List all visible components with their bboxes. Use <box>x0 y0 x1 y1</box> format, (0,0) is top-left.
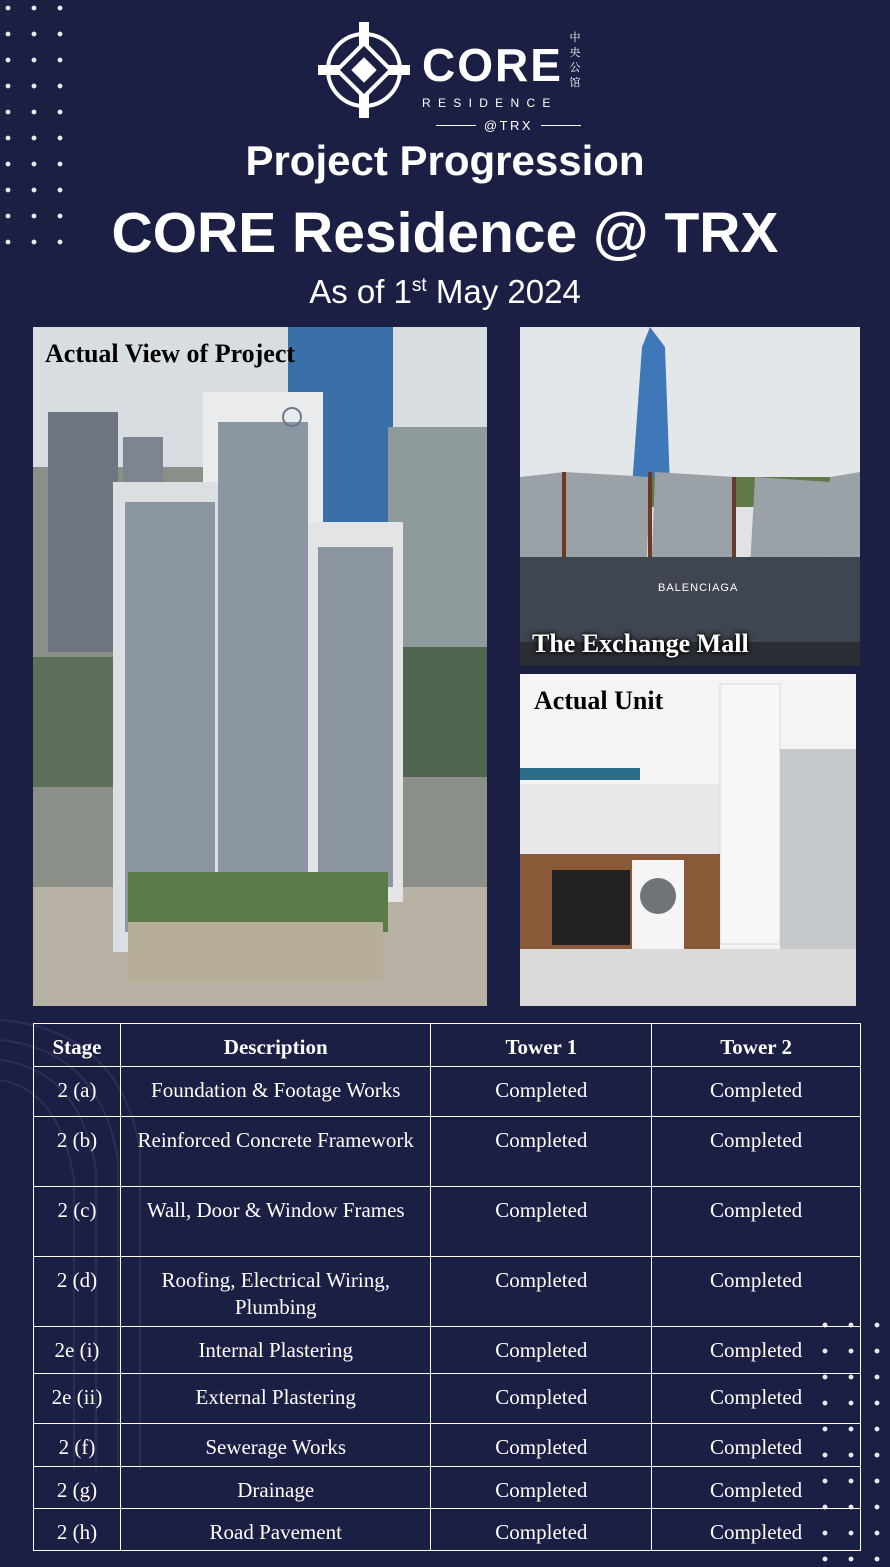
brand-logo <box>318 20 588 133</box>
logo-location <box>436 116 581 134</box>
stage-cell: 2e (ii) <box>34 1374 121 1424</box>
stage-cell: 2 (f) <box>34 1424 121 1467</box>
tower1-status-cell: Completed <box>431 1067 652 1117</box>
header-tower-1: Tower 1 <box>431 1024 652 1067</box>
tower1-status-cell: Completed <box>431 1509 652 1551</box>
tower2-status-cell: Completed <box>652 1187 861 1257</box>
table-row <box>34 1067 861 1117</box>
stage-cell: 2 (g) <box>34 1467 121 1509</box>
unit-photo-caption: Actual Unit <box>534 686 664 715</box>
tower2-status-cell: Completed <box>652 1257 861 1327</box>
table-row <box>34 1257 861 1327</box>
tower1-status-cell: Completed <box>431 1187 652 1257</box>
description-cell: Wall, Door & Window Frames <box>120 1187 431 1257</box>
as-of-date: As of 1st May 2024 <box>309 273 581 310</box>
table-row <box>34 1327 861 1374</box>
table-header-row <box>34 1024 861 1067</box>
tower1-status-cell: Completed <box>431 1424 652 1467</box>
progress-table <box>33 1023 861 1551</box>
mall-photo-illustration <box>520 327 860 666</box>
tower2-status-cell: Completed <box>652 1117 861 1187</box>
mall-store-sign: BALENCIAGA <box>658 582 739 594</box>
description-cell: External Plastering <box>120 1374 431 1424</box>
unit-photo-illustration <box>520 674 856 1006</box>
logo-chinese-text: 中央公馆 <box>569 31 581 89</box>
tower2-status-cell: Completed <box>652 1424 861 1467</box>
logo-brand-text: CORE <box>422 39 563 91</box>
tower1-status-cell: Completed <box>431 1374 652 1424</box>
table-row <box>34 1467 861 1509</box>
unit-photo <box>520 674 856 1006</box>
stage-cell: 2 (d) <box>34 1257 121 1327</box>
table-row <box>34 1424 861 1467</box>
header-stage: Stage <box>34 1024 121 1067</box>
stage-cell: 2 (h) <box>34 1509 121 1551</box>
core-logo-icon <box>318 20 410 120</box>
table-row <box>34 1187 861 1257</box>
description-cell: Road Pavement <box>120 1509 431 1551</box>
mall-photo-caption: The Exchange Mall <box>532 629 749 658</box>
project-photo-caption: Actual View of Project <box>45 339 296 368</box>
header-tower-2: Tower 2 <box>652 1024 861 1067</box>
stage-cell: 2 (c) <box>34 1187 121 1257</box>
description-cell: Foundation & Footage Works <box>120 1067 431 1117</box>
project-name: CORE Residence @ TRX <box>111 201 779 265</box>
description-cell: Drainage <box>120 1467 431 1509</box>
tower2-status-cell: Completed <box>652 1327 861 1374</box>
tower1-status-cell: Completed <box>431 1117 652 1187</box>
tower2-status-cell: Completed <box>652 1067 861 1117</box>
table-row <box>34 1117 861 1187</box>
mall-photo <box>520 327 860 666</box>
table-row <box>34 1374 861 1424</box>
description-cell: Internal Plastering <box>120 1327 431 1374</box>
tower1-status-cell: Completed <box>431 1257 652 1327</box>
description-cell: Reinforced Concrete Framework <box>120 1117 431 1187</box>
tower2-status-cell: Completed <box>652 1509 861 1551</box>
project-photo <box>33 327 487 1006</box>
stage-cell: 2 (a) <box>34 1067 121 1117</box>
description-cell: Roofing, Electrical Wiring, Plumbing <box>120 1257 431 1327</box>
project-photo-illustration <box>33 327 487 1006</box>
logo-location-text: @TRX <box>483 117 534 133</box>
header-description: Description <box>120 1024 431 1067</box>
page-title: Project Progression <box>245 137 645 184</box>
tower1-status-cell: Completed <box>431 1327 652 1374</box>
tower1-status-cell: Completed <box>431 1467 652 1509</box>
description-cell: Sewerage Works <box>120 1424 431 1467</box>
stage-cell: 2 (b) <box>34 1117 121 1187</box>
tower2-status-cell: Completed <box>652 1467 861 1509</box>
stage-cell: 2e (i) <box>34 1327 121 1374</box>
tower2-status-cell: Completed <box>652 1374 861 1424</box>
logo-subtitle: RESIDENCE <box>422 96 558 110</box>
table-row <box>34 1509 861 1551</box>
